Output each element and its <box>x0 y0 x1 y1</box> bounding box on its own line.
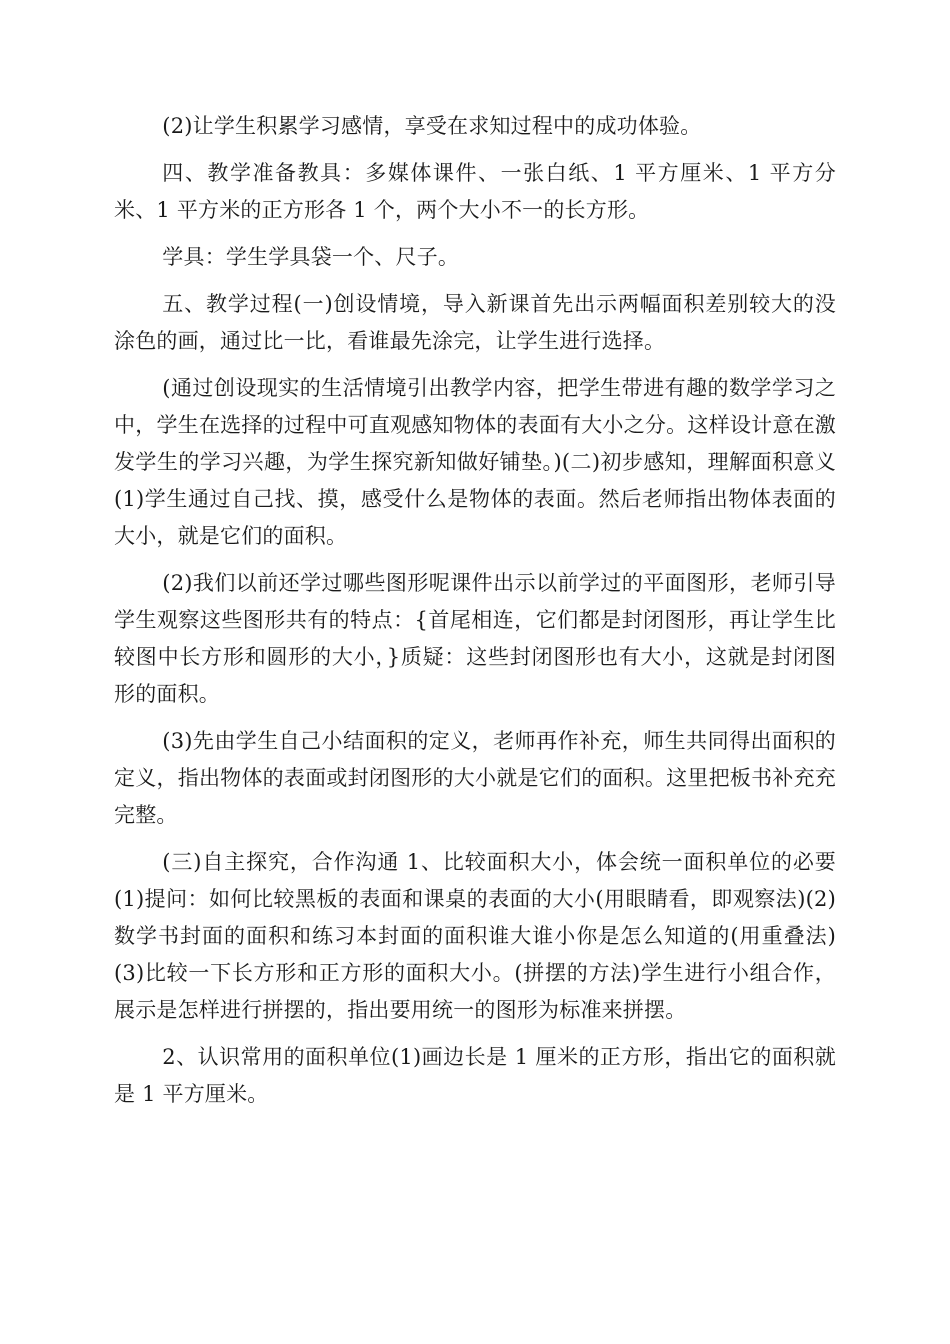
paragraph-area-definition: (3)先由学生自己小结面积的定义，老师再作补充，师生共同得出面积的定义，指出物体的表面或封闭图形的大小就是它们的面积。这里把板书补充充完整。 <box>114 729 836 827</box>
paragraph-area-units: 2、认识常用的面积单位(1)画边长是 1 厘米的正方形，指出它的面积就是 1 平方厘米。 <box>114 1045 836 1106</box>
paragraph-explore-compare: (三)自主探究，合作沟通 1、比较面积大小，体会统一面积单位的必要(1)提问：如何比较黑板的表面和课桌的表面的大小(用眼睛看，即观察法)(2)数学书封面的面积和练习本封面的面积谁大谁小你是怎么知道的(用重叠法)(3)比较一下长方形和正方形的面积大小。(拼摆的方法)学生进行小组合作，展示是怎样进行拼摆的，指出要用统一的图形为标准来拼摆。 <box>114 850 836 1022</box>
paragraph-teaching-process: 五、教学过程(一)创设情境，导入新课首先出示两幅面积差别较大的没涂色的画，通过比一比，看谁最先涂完，让学生进行选择。 <box>114 292 836 353</box>
paragraph-teaching-aids: 四、教学准备教具：多媒体课件、一张白纸、1 平方厘米、1 平方分米、1 平方米的正方形各 1 个，两个大小不一的长方形。 <box>114 161 836 222</box>
paragraph-goal-2: (2)让学生积累学习感情，享受在求知过程中的成功体验。 <box>162 114 702 138</box>
paragraph-situation-design: (通过创设现实的生活情境引出教学内容，把学生带进有趣的数学学习之中，学生在选择的过程中可直观感知物体的表面有大小之分。这样设计意在激发学生的学习兴趣，为学生探究新知做好铺垫。)(二)初步感知，理解面积意义(1)学生通过自己找、摸，感受什么是物体的表面。然后老师指出物体表面的大小，就是它们的面积。 <box>114 376 836 548</box>
paragraph-student-tools: 学具：学生学具袋一个、尺子。 <box>162 245 460 269</box>
document-body <box>114 108 836 1123</box>
paragraph-plane-figures: (2)我们以前还学过哪些图形呢课件出示以前学过的平面图形，老师引导学生观察这些图形共有的特点：{首尾相连，它们都是封闭图形，再让学生比较图中长方形和圆形的大小，}质疑：这些封闭图形也有大小，这就是封闭图形的面积。 <box>114 571 836 706</box>
